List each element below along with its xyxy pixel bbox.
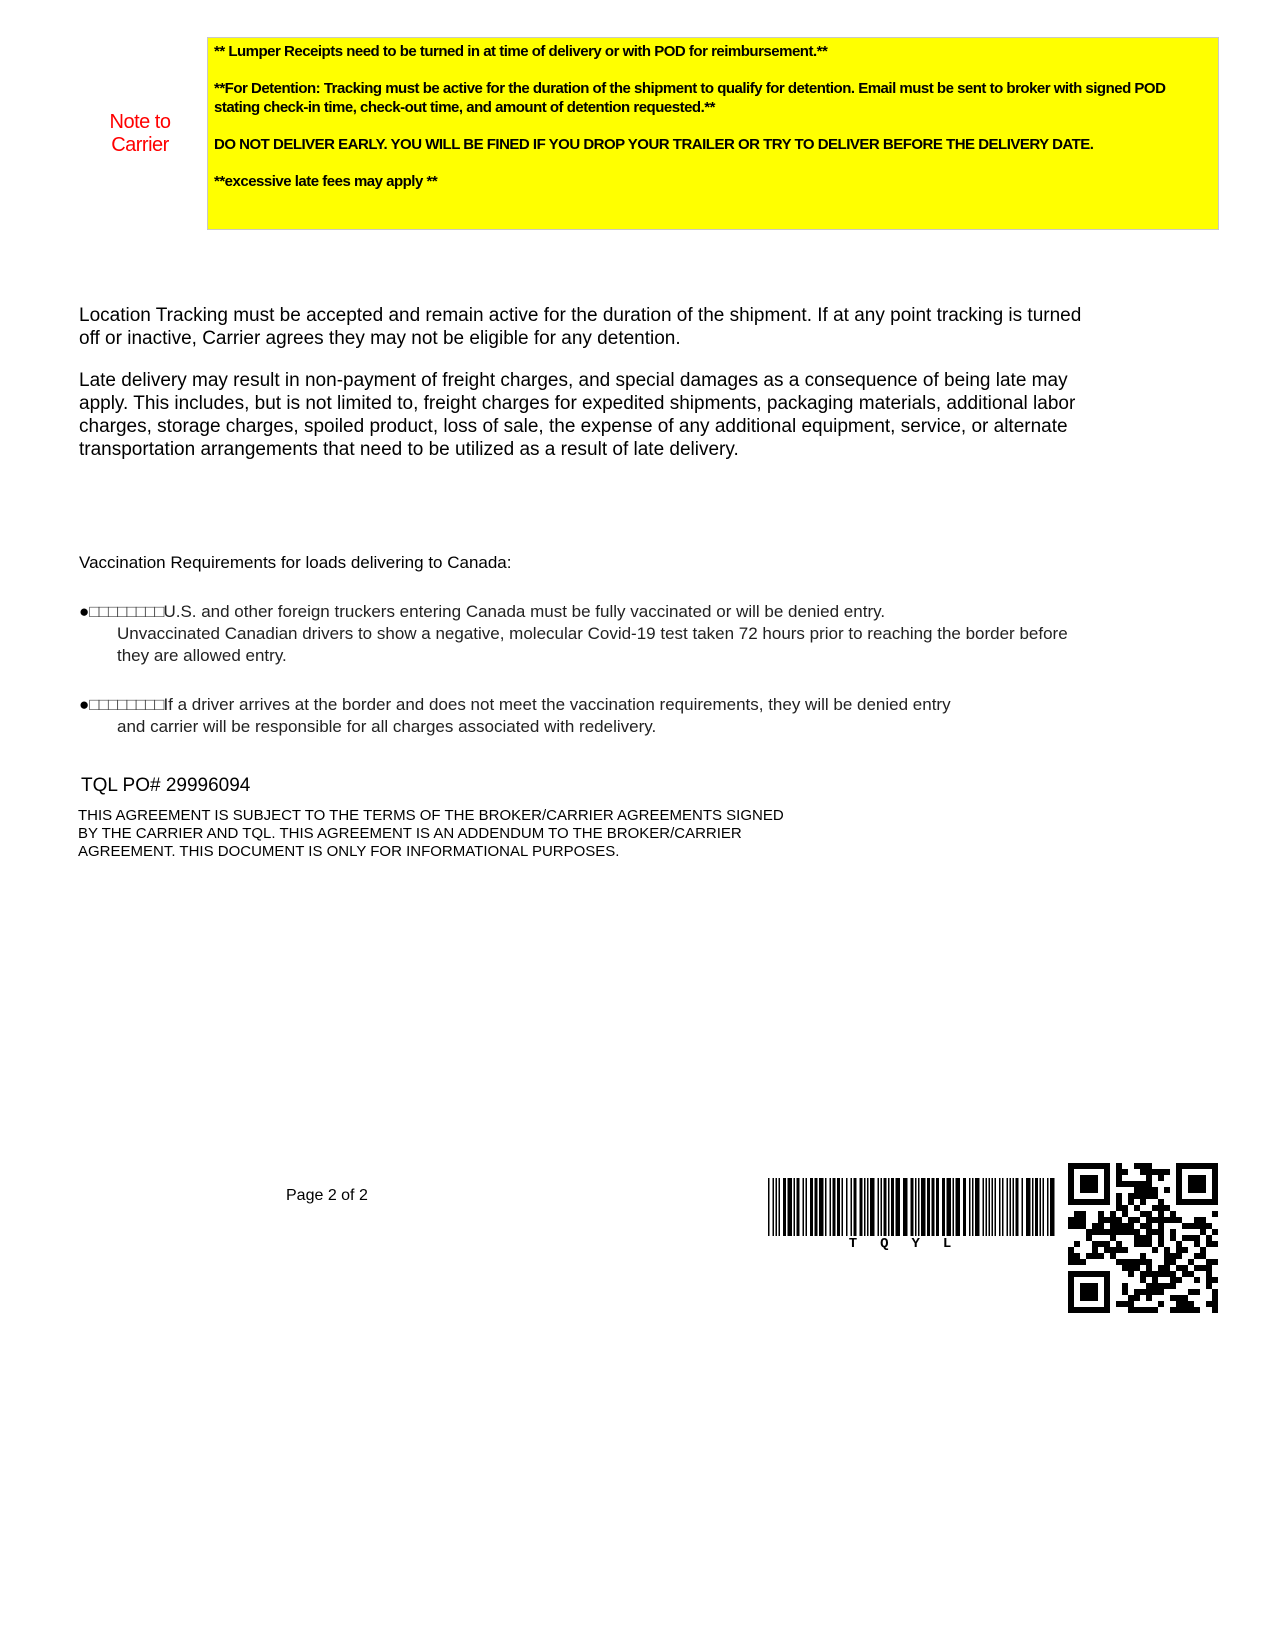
bullet-dot-icon: ● <box>79 695 90 714</box>
note-to-carrier-label: Note to Carrier <box>109 111 171 156</box>
late-fees-notice: **excessive late fees may apply ** <box>214 173 438 190</box>
barcode-icon <box>768 1178 1055 1236</box>
agreement-disclaimer: THIS AGREEMENT IS SUBJECT TO THE TERMS OF THE BROKER/CARRIER AGREEMENTS SIGNED BY THE CARRIER AND TQL. THIS AGREEMENT IS AN ADDENDUM TO THE BROKER/CARRIER AGREEMENT. THIS DOCUMENT IS ONLY FOR INFORMATIONAL PURPOSES. <box>78 807 784 860</box>
detention-notice: **For Detention: Tracking must be active for the duration of the shipment to qualify for detention. Email must be sent to broker with signed POD stating check-in time, check-out time, and amount of detention requested.** <box>214 80 1166 116</box>
page-number: Page 2 of 2 <box>286 1187 368 1204</box>
tracking-paragraph: Location Tracking must be accepted and remain active for the duration of the shipment. If at any point tracking is turned off or inactive, Carrier agrees they may not be eligible for any detention. <box>79 305 1082 349</box>
early-delivery-notice: DO NOT DELIVER EARLY. YOU WILL BE FINED IF YOU DROP YOUR TRAILER OR TRY TO DELIVER BEFORE THE DELIVERY DATE. <box>214 136 1094 153</box>
vaccination-bullet <box>79 601 1099 667</box>
late-delivery-paragraph: Late delivery may result in non-payment of freight charges, and special damages as a consequence of being late may apply. This includes, but is not limited to, freight charges for expedited shipments, packaging materials, additional labor charges, storage charges, spoiled product, loss of sale, the expense of any additional equipment, service, or alternate transportation arrangements that need to be utilized as a result of late delivery. <box>79 370 1076 460</box>
missing-glyph-boxes: □□□□□□□□ <box>89 695 164 714</box>
vaccination-bullet <box>79 694 1099 738</box>
carrier-notice-box <box>207 37 1219 230</box>
bullet-dot-icon: ● <box>79 602 90 621</box>
bullet-text: If a driver arrives at the border and does not meet the vaccination requirements, they will be denied entry <box>163 695 951 714</box>
po-number: TQL PO# 29996094 <box>81 775 251 796</box>
qr-code-icon <box>1068 1163 1218 1313</box>
vaccination-heading: Vaccination Requirements for loads delivering to Canada: <box>79 553 512 572</box>
lumper-receipts-notice: ** Lumper Receipts need to be turned in at time of delivery or with POD for reimbursement.** <box>214 43 828 60</box>
missing-glyph-boxes: □□□□□□□□ <box>89 602 164 621</box>
bullet-continuation: and carrier will be responsible for all charges associated with redelivery. <box>117 717 657 736</box>
barcode-label: TQYL <box>848 1236 975 1252</box>
bullet-continuation: Unvaccinated Canadian drivers to show a negative, molecular Covid-19 test taken 72 hours prior to reaching the border before they are allowed entry. <box>117 624 1068 665</box>
bullet-text: U.S. and other foreign truckers entering Canada must be fully vaccinated or will be denied entry. <box>163 602 886 621</box>
